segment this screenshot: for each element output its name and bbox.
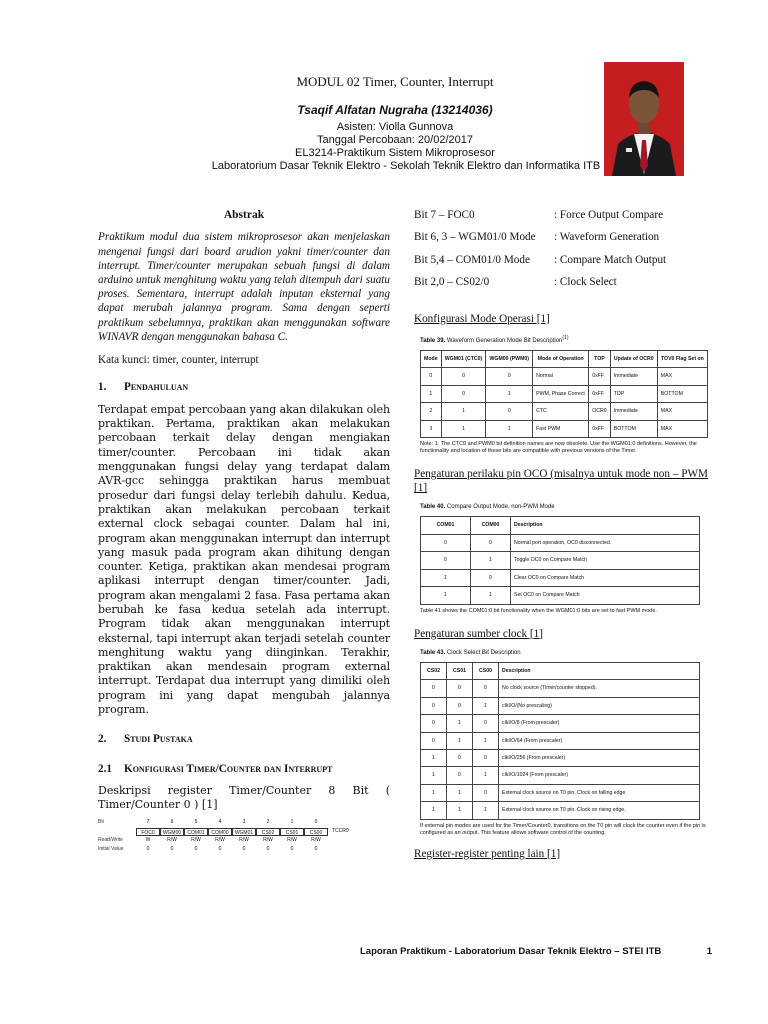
table-row xyxy=(421,534,700,551)
bit-key: Bit 5,4 – COM01/0 Mode xyxy=(414,253,530,266)
table-cell: 0 xyxy=(421,715,447,732)
table-cell: 0 xyxy=(421,697,447,714)
assistant-line: Asisten: Violla Gunnova xyxy=(336,121,454,133)
section-number: 1. xyxy=(98,381,107,394)
table-cell: 3 xyxy=(421,420,442,437)
table-cell: 0 xyxy=(447,767,473,784)
table-40-note: Table 41 shows the COM01:0 bit functionality when the WGM01:0 bits are set to fast PWM mode. xyxy=(420,607,657,614)
table-cell: 0 xyxy=(441,368,486,385)
bit-description xyxy=(414,253,708,267)
table-row xyxy=(421,420,708,437)
init-value: 0 xyxy=(242,846,246,853)
caption-clock-source: Pengaturan sumber clock [1] xyxy=(414,627,543,640)
table-cell: TOP xyxy=(610,385,657,402)
initial-value-row xyxy=(98,845,388,854)
section-title: Konfigurasi Timer/Counter dan Interrupt xyxy=(124,762,333,775)
rw-value: W xyxy=(145,837,151,844)
bit-number: 0 xyxy=(314,819,318,826)
table-cell: 1 xyxy=(473,697,499,714)
init-value: 0 xyxy=(170,846,174,853)
rw-value: R/W xyxy=(287,837,297,844)
bit-name: CS01 xyxy=(280,828,304,836)
table-header: WGM00 (PWM0) xyxy=(486,351,533,368)
bit-description xyxy=(414,208,708,222)
table-label: Table 39. xyxy=(420,337,446,344)
table-row xyxy=(421,767,700,784)
introduction-text: Terdapat empat percobaan yang akan dilakukan oleh praktikan. Pertama, praktikan akan melakukan percobaan terkait delay dengan mengiakan timer/counter. Percobaan ini tidak akan menggunakan fungsi delay yang terdapat dalam AVR-gcc sehingga praktikan harus membuat prosedur dari fungsi delay terlebih dahulu. Kedua, praktikan akan melakukan percobaan terkait external clock sebagai counter. Dalam hal ini, program akan menggunakan interrupt dan interrupt yang masuk pada program akan dihitung dengan counter. Ketiga, praktikan akan mendesai program aplikasi interrupt dengan timer/counter. Jadi, program akan mengalami 2 fasa. Fasa pertama akan berubah ke fasa kedua setelah ada interrupt. Program tidak akan menggunakan interrupt eksternal, tapi interrupt akan terjadi setelah counter menghitung waktu yang diinginkan. Terakhir, praktikan akan mendesain program external interrupt. Terdapat dua interrupt yang dimiliki oleh program ini yang dapat mengubah jalannya program. xyxy=(98,402,390,717)
table-43 xyxy=(420,662,700,820)
tccr0-register-figure xyxy=(98,818,388,854)
table-cell: 0 xyxy=(447,749,473,766)
table-cell: Set OC0 on Compare Match xyxy=(511,587,700,604)
table-39-title xyxy=(420,331,708,348)
table-cell: 0 xyxy=(486,403,533,420)
bit-number: 5 xyxy=(194,819,198,826)
table-cell: 0 xyxy=(447,697,473,714)
table-cell: clkI/O/256 (From prescaler) xyxy=(499,749,700,766)
table-header: Update of OCR0 xyxy=(610,351,657,368)
table-cell: 2 xyxy=(421,403,442,420)
keywords: Kata kunci: timer, counter, interrupt xyxy=(98,354,259,367)
bit-name: COM01 xyxy=(184,828,208,836)
table-row xyxy=(421,715,700,732)
table-header: Mode xyxy=(421,351,442,368)
table-cell: MAX xyxy=(657,403,707,420)
table-cell: 0 xyxy=(471,534,511,551)
table-header: CS01 xyxy=(447,662,473,679)
table-cell: Immediate xyxy=(610,403,657,420)
table-header: CS00 xyxy=(473,662,499,679)
table-cell: 0 xyxy=(486,368,533,385)
abstract-heading: Abstrak xyxy=(223,209,265,221)
table-cell: Clear OC0 on Compare Match xyxy=(511,569,700,586)
table-43-title xyxy=(420,646,708,660)
bit-key: Bit 7 – FOC0 xyxy=(414,209,475,221)
table-row xyxy=(421,552,700,569)
table-39-note: Note: 1. The CTC0 and PWM0 bit definition names are now obsolete. Use the WGM01:0 definitions. However, the functionality and location of these bits are compatible with previous versions of the Timer. xyxy=(420,441,697,455)
abstract-text: Praktikum modul dua sistem mikroprosesor akan menjelaskan mengenai fungsi dari board arudion yakni timer/counter dan interrupt. Timer/counter merupakan sebuah fungsi di dalam arduino untuk menghitung waktu yang telah ditempuh dari suatu proses. Sementara, interrupt adalah inputan eksternal yang dapat merubah jalannya program. Sama dengan seperti praktikum sebelumnya, praktikan akan menggunakan software WINAVR dengan menggunakan bahasa C. xyxy=(98,231,390,343)
bit-value: : Clock Select xyxy=(554,276,617,289)
rw-value: R/W xyxy=(239,837,249,844)
table-header: Description xyxy=(499,662,700,679)
section-title: Pendahuluan xyxy=(124,381,189,394)
table-cell: 0 xyxy=(473,680,499,697)
table-cell: Fast PWM xyxy=(533,420,589,437)
bit-number: 1 xyxy=(290,819,294,826)
caption-mode-config: Konfigurasi Mode Operasi [1] xyxy=(414,312,550,325)
section-number: 2. xyxy=(98,733,107,746)
table-cell: MAX xyxy=(657,420,707,437)
rw-value: R/W xyxy=(215,837,225,844)
table-cell: 0 xyxy=(421,368,442,385)
bit-label: Bit xyxy=(98,819,104,826)
table-cell: 1 xyxy=(421,385,442,402)
table-cell: BOTTOM xyxy=(657,385,707,402)
init-value: 0 xyxy=(146,846,150,853)
init-label: Initial Value xyxy=(98,846,124,853)
table-row xyxy=(421,732,700,749)
bit-key: Bit 2,0 – CS02/0 xyxy=(414,276,490,289)
bit-key: Bit 6, 3 – WGM01/0 Mode xyxy=(414,231,536,244)
bit-value: : Force Output Compare xyxy=(554,209,664,221)
table-row xyxy=(421,587,700,604)
table-cell: 1 xyxy=(421,587,471,604)
table-sup: (1) xyxy=(562,334,569,341)
table-row xyxy=(421,569,700,586)
register-description: Deskripsi register Timer/Counter 8 Bit ( Timer/Counter 0 ) [1] xyxy=(98,784,390,812)
bit-number: 7 xyxy=(146,819,150,826)
table-cell: PWM, Phase Correct xyxy=(533,385,589,402)
table-cell: 1 xyxy=(473,802,499,819)
table-cell: 0 xyxy=(421,552,471,569)
table-cell: 1 xyxy=(473,767,499,784)
table-39 xyxy=(420,350,708,438)
table-cell: 0 xyxy=(421,680,447,697)
table-header: Mode of Operation xyxy=(533,351,589,368)
table-cell: External clock source on T0 pin. Clock on falling edge. xyxy=(499,784,700,801)
section-heading-1 xyxy=(98,380,390,394)
table-cell: 0 xyxy=(421,732,447,749)
table-cell: No clock source (Timer/counter stopped). xyxy=(499,680,700,697)
section-heading-2-1 xyxy=(98,762,390,776)
table-cell: 1 xyxy=(486,385,533,402)
bit-name: WGM00 xyxy=(160,828,184,836)
table-cell: 1 xyxy=(421,569,471,586)
table-cell: 1 xyxy=(471,552,511,569)
table-cell: OCR0 xyxy=(589,403,611,420)
table-cell: clkI/O/1024 (From prescaler) xyxy=(499,767,700,784)
lab-line: Laboratorium Dasar Teknik Elektro - Sekolah Teknik Elektro dan Informatika ITB xyxy=(211,160,601,172)
bit-number: 2 xyxy=(266,819,270,826)
table-cell: 1 xyxy=(421,749,447,766)
footer-text: Laporan Praktikum - Laboratorium Dasar Teknik Elektro – STEI ITB xyxy=(360,946,662,957)
table-cell: 0 xyxy=(473,784,499,801)
table-cell: 1 xyxy=(473,732,499,749)
table-row xyxy=(421,749,700,766)
table-row xyxy=(421,368,708,385)
bit-name: COM00 xyxy=(208,828,232,836)
caption-other-registers: Register-register penting lain [1] xyxy=(414,847,561,860)
table-cell: 0 xyxy=(473,749,499,766)
left-column xyxy=(98,208,390,854)
init-value: 0 xyxy=(290,846,294,853)
table-cell: BOTTOM xyxy=(610,420,657,437)
init-value: 0 xyxy=(194,846,198,853)
table-cell: Normal xyxy=(533,368,589,385)
table-label: Table 43. xyxy=(420,649,446,656)
rw-value: R/W xyxy=(263,837,273,844)
table-row xyxy=(421,802,700,819)
table-cell: 1 xyxy=(421,767,447,784)
table-cell: 0 xyxy=(471,569,511,586)
section-heading-2 xyxy=(98,732,390,746)
table-cell: 1 xyxy=(421,802,447,819)
date-line: Tanggal Percobaan: 20/02/2017 xyxy=(317,134,473,146)
rw-value: R/W xyxy=(311,837,321,844)
page-footer xyxy=(360,946,712,957)
table-cell: 1 xyxy=(486,420,533,437)
bit-description xyxy=(414,275,708,289)
bit-description xyxy=(414,230,708,244)
table-cell: 0xFF xyxy=(589,385,611,402)
rw-value: R/W xyxy=(191,837,201,844)
init-value: 0 xyxy=(314,846,318,853)
table-cell: Toggle OC0 on Compare Match xyxy=(511,552,700,569)
table-header: WGM01 (CTC0) xyxy=(441,351,486,368)
table-cell: 0 xyxy=(447,680,473,697)
bit-value: : Compare Match Output xyxy=(554,253,667,266)
table-cell: Immediate xyxy=(610,368,657,385)
table-cell: 1 xyxy=(441,420,486,437)
table-header: Description xyxy=(511,517,700,534)
table-caption: Compare Output Mode, non-PWM Mode xyxy=(446,504,555,511)
table-cell: 0xFF xyxy=(589,420,611,437)
table-caption: Waveform Generation Mode Bit Description xyxy=(446,337,563,344)
course-line: EL3214-Praktikum Sistem Mikroprosesor xyxy=(295,147,495,159)
table-cell: clkI/O/8 (From prescaler) xyxy=(499,715,700,732)
table-label: Table 40. xyxy=(420,504,446,511)
table-40-title xyxy=(420,500,708,514)
bit-number: 4 xyxy=(218,819,222,826)
table-header: TOP xyxy=(589,351,611,368)
table-cell: 1 xyxy=(447,715,473,732)
table-cell: 1 xyxy=(471,587,511,604)
table-row xyxy=(421,403,708,420)
document-title: MODUL 02 Timer, Counter, Interrupt xyxy=(296,74,494,89)
document-header xyxy=(0,0,768,190)
table-cell: Normal port operation, OC0 disconnected. xyxy=(511,534,700,551)
table-header: TOV0 Flag Set on xyxy=(657,351,707,368)
init-value: 0 xyxy=(218,846,222,853)
bit-number: 3 xyxy=(242,819,246,826)
table-cell: External clock source on T0 pin. Clock on rising edge. xyxy=(499,802,700,819)
register-name: TCCR0 xyxy=(332,828,349,835)
page-number: 1 xyxy=(706,946,712,957)
bit-name: CS02 xyxy=(256,828,280,836)
table-row xyxy=(421,385,708,402)
bit-name: WGM01 xyxy=(232,828,256,836)
author-name: Tsaqif Alfatan Nugraha (13214036) xyxy=(297,103,493,117)
table-cell: 0 xyxy=(473,715,499,732)
table-row xyxy=(421,784,700,801)
bit-number: 6 xyxy=(170,819,174,826)
table-header: CS02 xyxy=(421,662,447,679)
table-43-note: If external pin modes are used for the Timer/Counter0, transitions on the T0 pin will clock the counter even if the pin is configured as an output. This feature allows software control of the counting. xyxy=(420,822,706,836)
table-40 xyxy=(420,516,700,604)
rw-value: R/W xyxy=(167,837,177,844)
table-header: COM00 xyxy=(471,517,511,534)
table-cell: 1 xyxy=(447,784,473,801)
section-title: Studi Pustaka xyxy=(124,733,193,746)
bit-name: FOC0 xyxy=(136,828,160,836)
table-cell: 1 xyxy=(421,784,447,801)
caption-oco-behavior: Pengaturan perilaku pin OCO (misalnya untuk mode non – PWM [1] xyxy=(414,468,708,495)
bit-value: : Waveform Generation xyxy=(554,231,660,244)
table-cell: clkI/O/(No prescaling) xyxy=(499,697,700,714)
bit-name: CS00 xyxy=(304,828,328,836)
init-value: 0 xyxy=(266,846,270,853)
table-cell: 1 xyxy=(447,732,473,749)
table-cell: 0 xyxy=(421,534,471,551)
table-cell: MAX xyxy=(657,368,707,385)
table-row xyxy=(421,680,700,697)
table-caption: Clock Select Bit Description xyxy=(446,649,521,656)
section-number: 2.1 xyxy=(98,762,112,775)
table-cell: 0 xyxy=(441,385,486,402)
table-row xyxy=(421,697,700,714)
table-cell: 1 xyxy=(447,802,473,819)
table-cell: 1 xyxy=(441,403,486,420)
table-header: COM01 xyxy=(421,517,471,534)
table-cell: clkI/O/64 (From prescaler) xyxy=(499,732,700,749)
right-column xyxy=(414,208,708,861)
rw-label: Read/Write xyxy=(98,837,123,844)
table-cell: 0xFF xyxy=(589,368,611,385)
table-cell: CTC xyxy=(533,403,589,420)
author-photo xyxy=(604,62,684,176)
